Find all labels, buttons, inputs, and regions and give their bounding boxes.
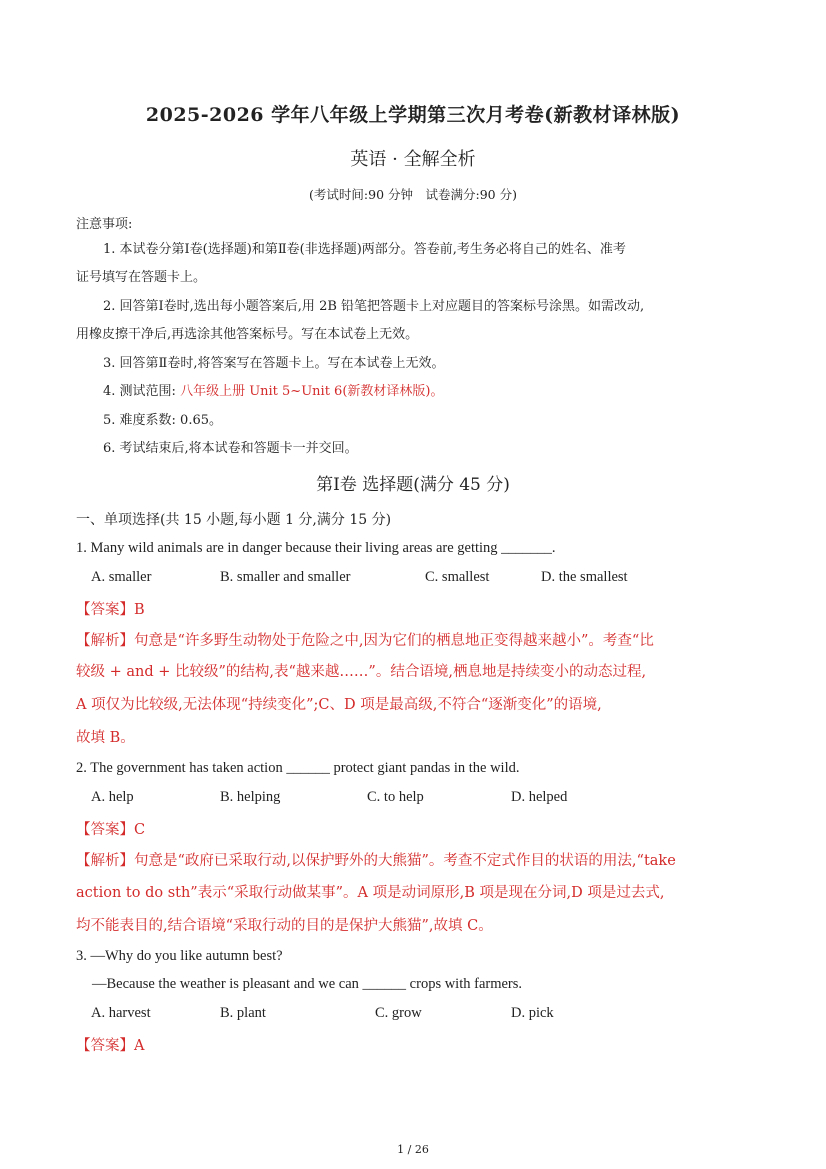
question-3-option-d: D. pick	[511, 1005, 554, 1021]
notice-heading: 注意事项:	[76, 217, 133, 232]
page-subtitle: 英语 · 全解全析	[350, 149, 476, 170]
question-1-option-b: B. smaller and smaller	[220, 569, 351, 585]
question-1-stem: 1. Many wild animals are in danger because their living areas are getting _______.	[76, 540, 556, 556]
notice-item-1-line-1: 1. 本试卷分第Ⅰ卷(选择题)和第Ⅱ卷(非选择题)两部分。答卷前,考生务必将自己的姓名、准考	[103, 242, 626, 257]
question-1-answer: 【答案】B	[76, 602, 145, 618]
notice-item-2-line-2: 用橡皮擦干净后,再选涂其他答案标号。写在本试卷上无效。	[76, 327, 419, 342]
question-2-option-c: C. to help	[367, 789, 424, 805]
section-title: 第Ⅰ卷 选择题(满分 45 分)	[316, 475, 510, 495]
question-2-option-b: B. helping	[220, 789, 281, 805]
question-1-explanation-line-2: 较级 + and + 比较级”的结构,表“越来越……”。结合语境,栖息地是持续变小的动态过程,	[76, 664, 647, 680]
notice-item-4-prefix: 4. 测试范围:	[103, 384, 181, 399]
question-3-option-a: A. harvest	[91, 1005, 151, 1021]
question-2-answer: 【答案】C	[76, 822, 146, 838]
question-1-option-c: C. smallest	[425, 569, 490, 585]
question-1-explanation-line-3: A 项仅为比较级,无法体现“持续变化”;C、D 项是最高级,不符合“逐渐变化”的语境,	[76, 697, 602, 713]
notice-item-3: 3. 回答第Ⅱ卷时,将答案写在答题卡上。写在本试卷上无效。	[103, 356, 445, 371]
question-3-answer: 【答案】A	[76, 1038, 145, 1054]
page-title: 2025-2026 学年八年级上学期第三次月考卷(新教材译林版)	[145, 104, 681, 126]
notice-item-2-line-1: 2. 回答第Ⅰ卷时,选出每小题答案后,用 2B 铅笔把答题卡上对应题目的答案标号涂黑。如需改动,	[103, 299, 645, 314]
question-3-option-b: B. plant	[220, 1005, 266, 1021]
question-2-explanation-line-1: 【解析】句意是“政府已采取行动,以保护野外的大熊猫”。考查不定式作目的状语的用法,“take	[76, 853, 676, 869]
notice-item-1-line-2: 证号填写在答题卡上。	[76, 270, 207, 285]
question-1-option-a: A. smaller	[91, 569, 152, 585]
question-1-option-d: D. the smallest	[541, 569, 628, 585]
question-1-explanation-line-1: 【解析】句意是“许多野生动物处于危险之中,因为它们的栖息地正变得越来越小”。考查“比	[76, 633, 654, 649]
part-heading: 一、单项选择(共 15 小题,每小题 1 分,满分 15 分)	[76, 512, 392, 528]
notice-item-4	[103, 378, 443, 406]
question-2-option-a: A. help	[91, 789, 134, 805]
question-2-explanation-line-2: action to do sth”表示“采取行动做某事”。A 项是动词原形,B 项是现在分词,D 项是过去式,	[76, 885, 665, 901]
page-number: 1 / 26	[397, 1143, 429, 1156]
notice-item-5: 5. 难度系数: 0.65。	[103, 413, 222, 428]
question-1-explanation-line-4: 故填 B。	[76, 730, 135, 746]
question-3-stem-line-2: —Because the weather is pleasant and we can ______ crops with farmers.	[92, 976, 523, 992]
question-2-stem: 2. The government has taken action ______ protect giant pandas in the wild.	[76, 760, 520, 776]
test-scope: 八年级上册 Unit 5~Unit 6(新教材译林版)。	[180, 384, 444, 399]
question-3-option-c: C. grow	[375, 1005, 422, 1021]
notice-item-6: 6. 考试结束后,将本试卷和答题卡一并交回。	[103, 441, 358, 456]
question-3-stem-line-1: 3. —Why do you like autumn best?	[76, 948, 283, 964]
time-info: (考试时间:90 分钟 试卷满分:90 分)	[309, 187, 517, 202]
question-2-explanation-line-3: 均不能表目的,结合语境“采取行动的目的是保护大熊猫”,故填 C。	[76, 918, 493, 934]
question-2-option-d: D. helped	[511, 789, 568, 805]
